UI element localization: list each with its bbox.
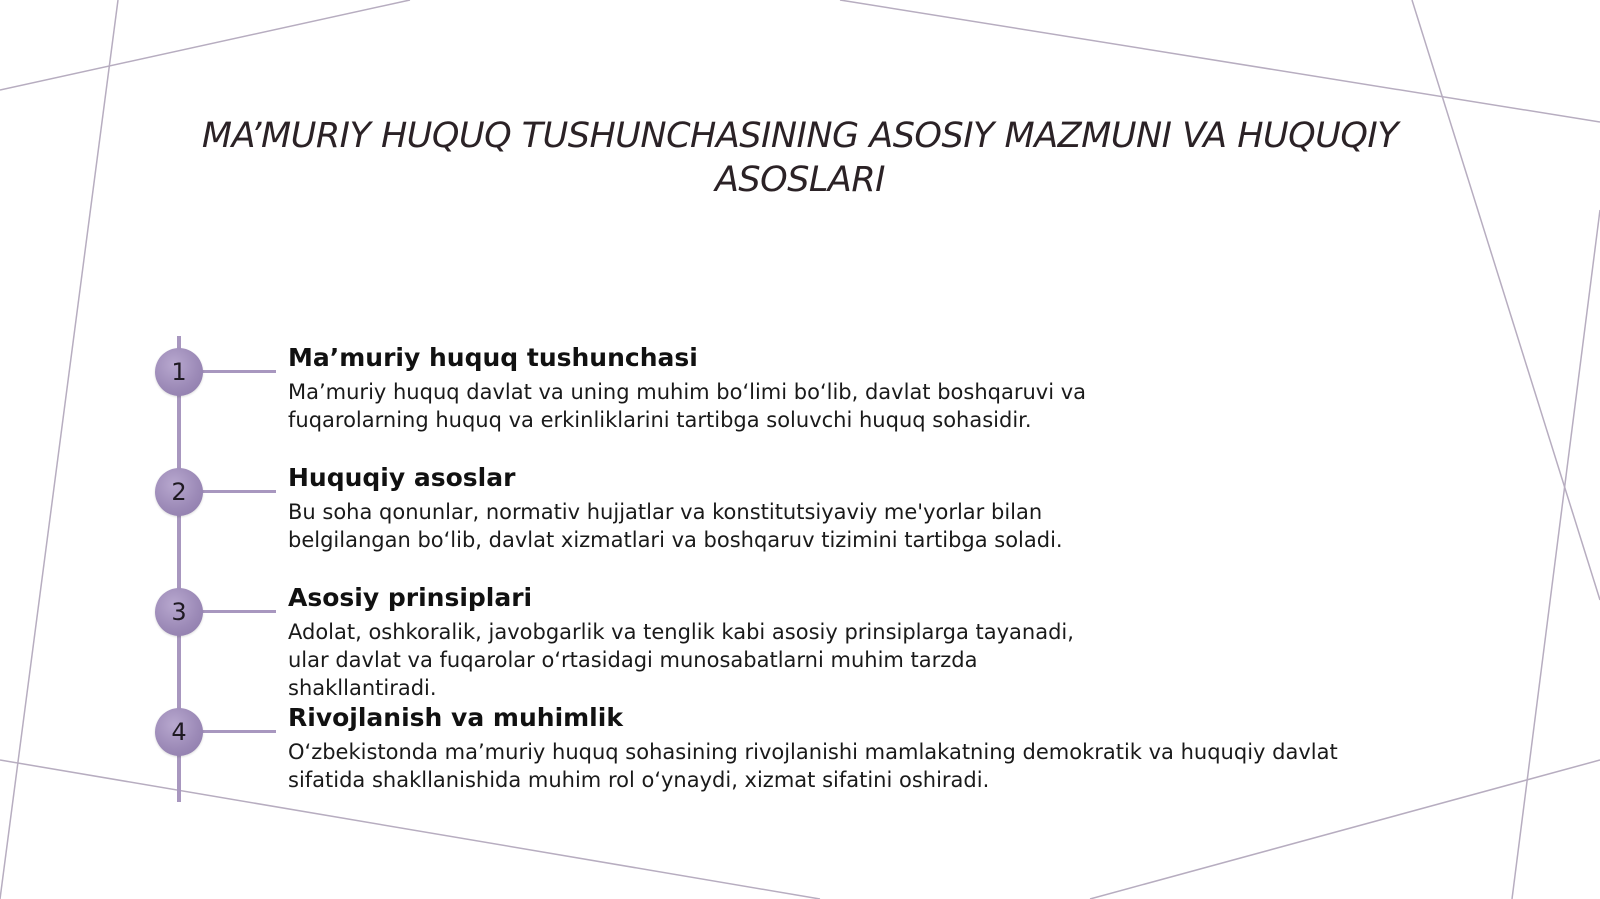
step-number-badge: 4 xyxy=(155,708,203,756)
timeline-connector xyxy=(200,730,276,733)
step-number-badge: 2 xyxy=(155,468,203,516)
item-heading: Asosiy prinsiplari xyxy=(288,583,533,612)
timeline-connector xyxy=(200,610,276,613)
step-number-badge: 3 xyxy=(155,588,203,636)
slide-title: MA’MURIY HUQUQ TUSHUNCHASINING ASOSIY MAZMUNI VA HUQUQIY ASOSLARI xyxy=(201,116,1399,200)
item-heading: Rivojlanish va muhimlik xyxy=(288,703,623,732)
item-description: Adolat, oshkoralik, javobgarlik va tenglik kabi asosiy prinsiplarga tayanadi, ular davlat va fuqarolar o‘rtasidagi munosabatlarni muhim tarzda shakllantiradi. xyxy=(288,620,1074,700)
item-heading: Ma’muriy huquq tushunchasi xyxy=(288,343,698,372)
timeline-connector xyxy=(200,490,276,493)
item-description: Ma’muriy huquq davlat va uning muhim bo‘limi bo‘lib, davlat boshqaruvi va fuqarolarning huquq va erkinliklarini tartibga soluvchi huquq sohasidir. xyxy=(288,380,1087,432)
timeline-connector xyxy=(200,370,276,373)
item-description: Bu soha qonunlar, normativ hujjatlar va konstitutsiyaviy me'yorlar bilan belgilangan bo‘lib, davlat xizmatlari va boshqaruv tizimini tartibga soladi. xyxy=(288,500,1063,552)
step-number-badge: 1 xyxy=(155,348,203,396)
item-description: O‘zbekistonda ma’muriy huquq sohasining rivojlanishi mamlakatning demokratik va huquqiy davlat sifatida shakllanishida muhim rol o‘ynaydi, xizmat sifatini oshiradi. xyxy=(288,740,1338,792)
item-heading: Huquqiy asoslar xyxy=(288,463,516,492)
